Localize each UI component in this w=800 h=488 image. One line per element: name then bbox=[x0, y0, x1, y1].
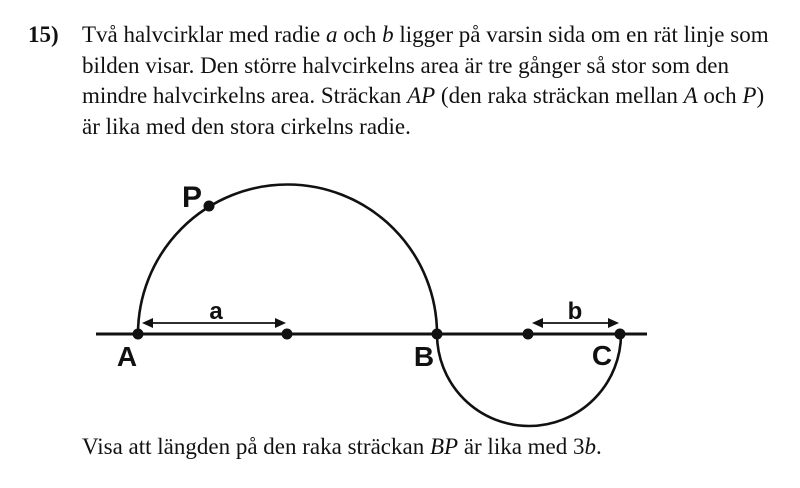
point-label-P: P bbox=[181, 181, 203, 214]
math-symbol-text: P bbox=[742, 83, 757, 109]
text-segment: mindre halvcirkelns area. Sträckan bbox=[82, 83, 408, 109]
arrowhead-right-icon bbox=[608, 318, 619, 328]
point-dot-A bbox=[133, 329, 144, 340]
point-dot-large-center bbox=[282, 329, 293, 340]
point-label-C: C bbox=[591, 340, 613, 371]
text-segment: och bbox=[337, 22, 383, 47]
math-symbol-text: AP bbox=[407, 83, 436, 109]
text-segment: är lika med den stora cirkelns radie. bbox=[82, 113, 411, 139]
point-dot-P bbox=[204, 201, 215, 212]
text-segment: bilden visar. Den större halvcirkelns area är tre gånger så stor som den bbox=[82, 52, 729, 78]
math-symbol-text: A bbox=[683, 83, 698, 109]
point-dot-B bbox=[432, 329, 443, 340]
point-label-B: B bbox=[413, 341, 435, 372]
point-label-A: A bbox=[116, 341, 138, 372]
math-symbol-text: b bbox=[382, 22, 394, 47]
math-symbol-text: b bbox=[584, 434, 597, 459]
math-symbol-text: BP bbox=[429, 434, 459, 459]
text-segment: . bbox=[596, 434, 602, 459]
radius-label-b: b bbox=[567, 298, 583, 325]
math-symbol-text: a bbox=[325, 22, 338, 47]
text-segment: ligger på varsin sida om en rät linje som bbox=[393, 22, 769, 47]
text-segment: och bbox=[697, 83, 743, 109]
radius-label-a: a bbox=[209, 298, 223, 325]
text-segment: ) bbox=[756, 83, 765, 109]
text-segment: (den raka sträckan mellan bbox=[435, 83, 684, 109]
text-segment: är lika med 3 bbox=[458, 434, 585, 459]
arrowhead-right-icon bbox=[275, 318, 286, 328]
text-segment: Två halvcirklar med radie bbox=[82, 22, 326, 47]
problem-number: 15) bbox=[28, 22, 59, 47]
arrowhead-left-icon bbox=[142, 318, 153, 328]
point-dot-small-center bbox=[523, 329, 534, 340]
text-segment: Visa att längden på den raka sträckan bbox=[82, 434, 430, 459]
point-dot-C bbox=[615, 329, 626, 340]
question-text bbox=[82, 432, 602, 463]
arrowhead-left-icon bbox=[532, 318, 543, 328]
